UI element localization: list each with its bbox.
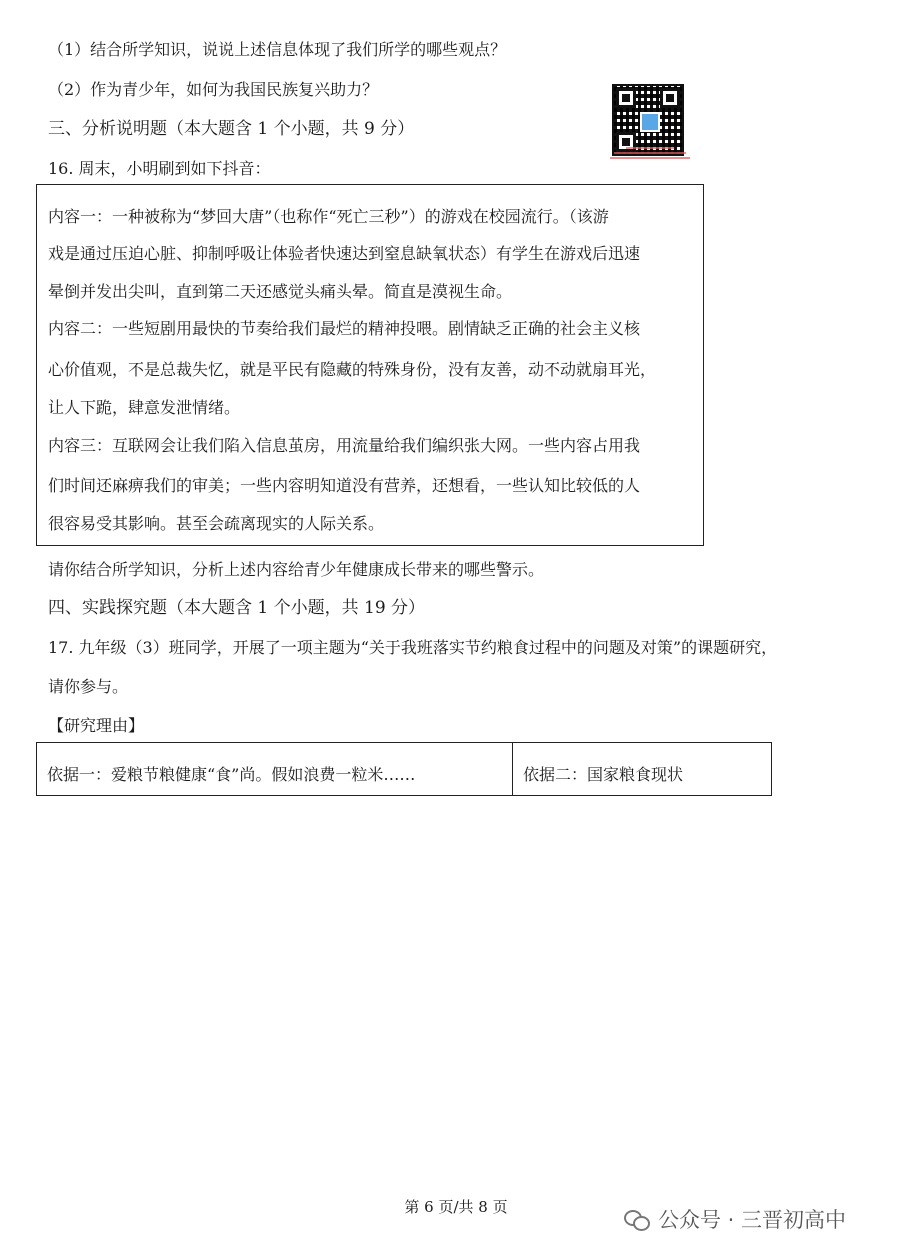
research-reason-heading: 【研究理由】	[48, 716, 145, 735]
box-line: 内容一：一种被称为“梦回大唐”（也称作“死亡三秒”）的游戏在校园流行。（该游	[48, 207, 609, 226]
research-reason-table	[36, 742, 772, 796]
box-line: 让人下跪，肆意发泄情绪。	[48, 398, 241, 417]
question-17-line2: 请你参与。	[48, 677, 129, 696]
box-line: 晕倒并发出尖叫，直到第二天还感觉头痛头晕。简直是漠视生命。	[48, 282, 513, 301]
box-line: 内容三：互联网会让我们陷入信息茧房，用流量给我们编织张大网。一些内容占用我	[48, 436, 641, 455]
section3-heading: 三、分析说明题（本大题含 1 个小题，共 9 分）	[48, 119, 415, 139]
box-line: 戏是通过压迫心脏、抑制呼吸让体验者快速达到窒息缺氧状态）有学生在游戏后迅速	[48, 244, 641, 263]
question-16: 16. 周末，小明刷到如下抖音：	[48, 159, 271, 178]
table-cell-basis-1: 依据一：爱粮节粮健康“食”尚。假如浪费一粒米……	[37, 743, 513, 795]
wechat-icon	[624, 1208, 650, 1230]
box-line: 内容二：一些短剧用最快的节奏给我们最烂的精神投喂。剧情缺乏正确的社会主义核	[48, 319, 641, 338]
question-16-prompt: 请你结合所学知识，分析上述内容给青少年健康成长带来的哪些警示。	[48, 560, 545, 579]
box-line: 们时间还麻痹我们的审美；一些内容明知道没有营养，还想看，一些认知比较低的人	[48, 476, 641, 495]
question-1: （1）结合所学知识，说说上述信息体现了我们所学的哪些观点？	[48, 40, 507, 59]
box-line: 很容易受其影响。甚至会疏离现实的人际关系。	[48, 514, 385, 533]
page-number: 第 6 页/共 8 页	[404, 1198, 508, 1216]
table-cell-basis-2: 依据二：国家粮食现状	[523, 765, 684, 784]
watermark	[624, 1204, 846, 1234]
question-2: （2）作为青少年，如何为我国民族复兴助力？	[48, 80, 379, 99]
box-line: 心价值观，不是总裁失忆，就是平民有隐藏的特殊身份，没有友善，动不动就扇耳光，	[48, 360, 657, 379]
section4-heading: 四、实践探究题（本大题含 1 个小题，共 19 分）	[48, 598, 426, 618]
watermark-text: 公众号 · 三晋初高中	[658, 1208, 847, 1232]
content-box	[36, 184, 704, 546]
qr-caption-decoration	[610, 144, 690, 162]
question-17-line1: 17. 九年级（3）班同学，开展了一项主题为“关于我班落实节约粮食过程中的问题及对策”的课题研究，	[48, 638, 778, 657]
